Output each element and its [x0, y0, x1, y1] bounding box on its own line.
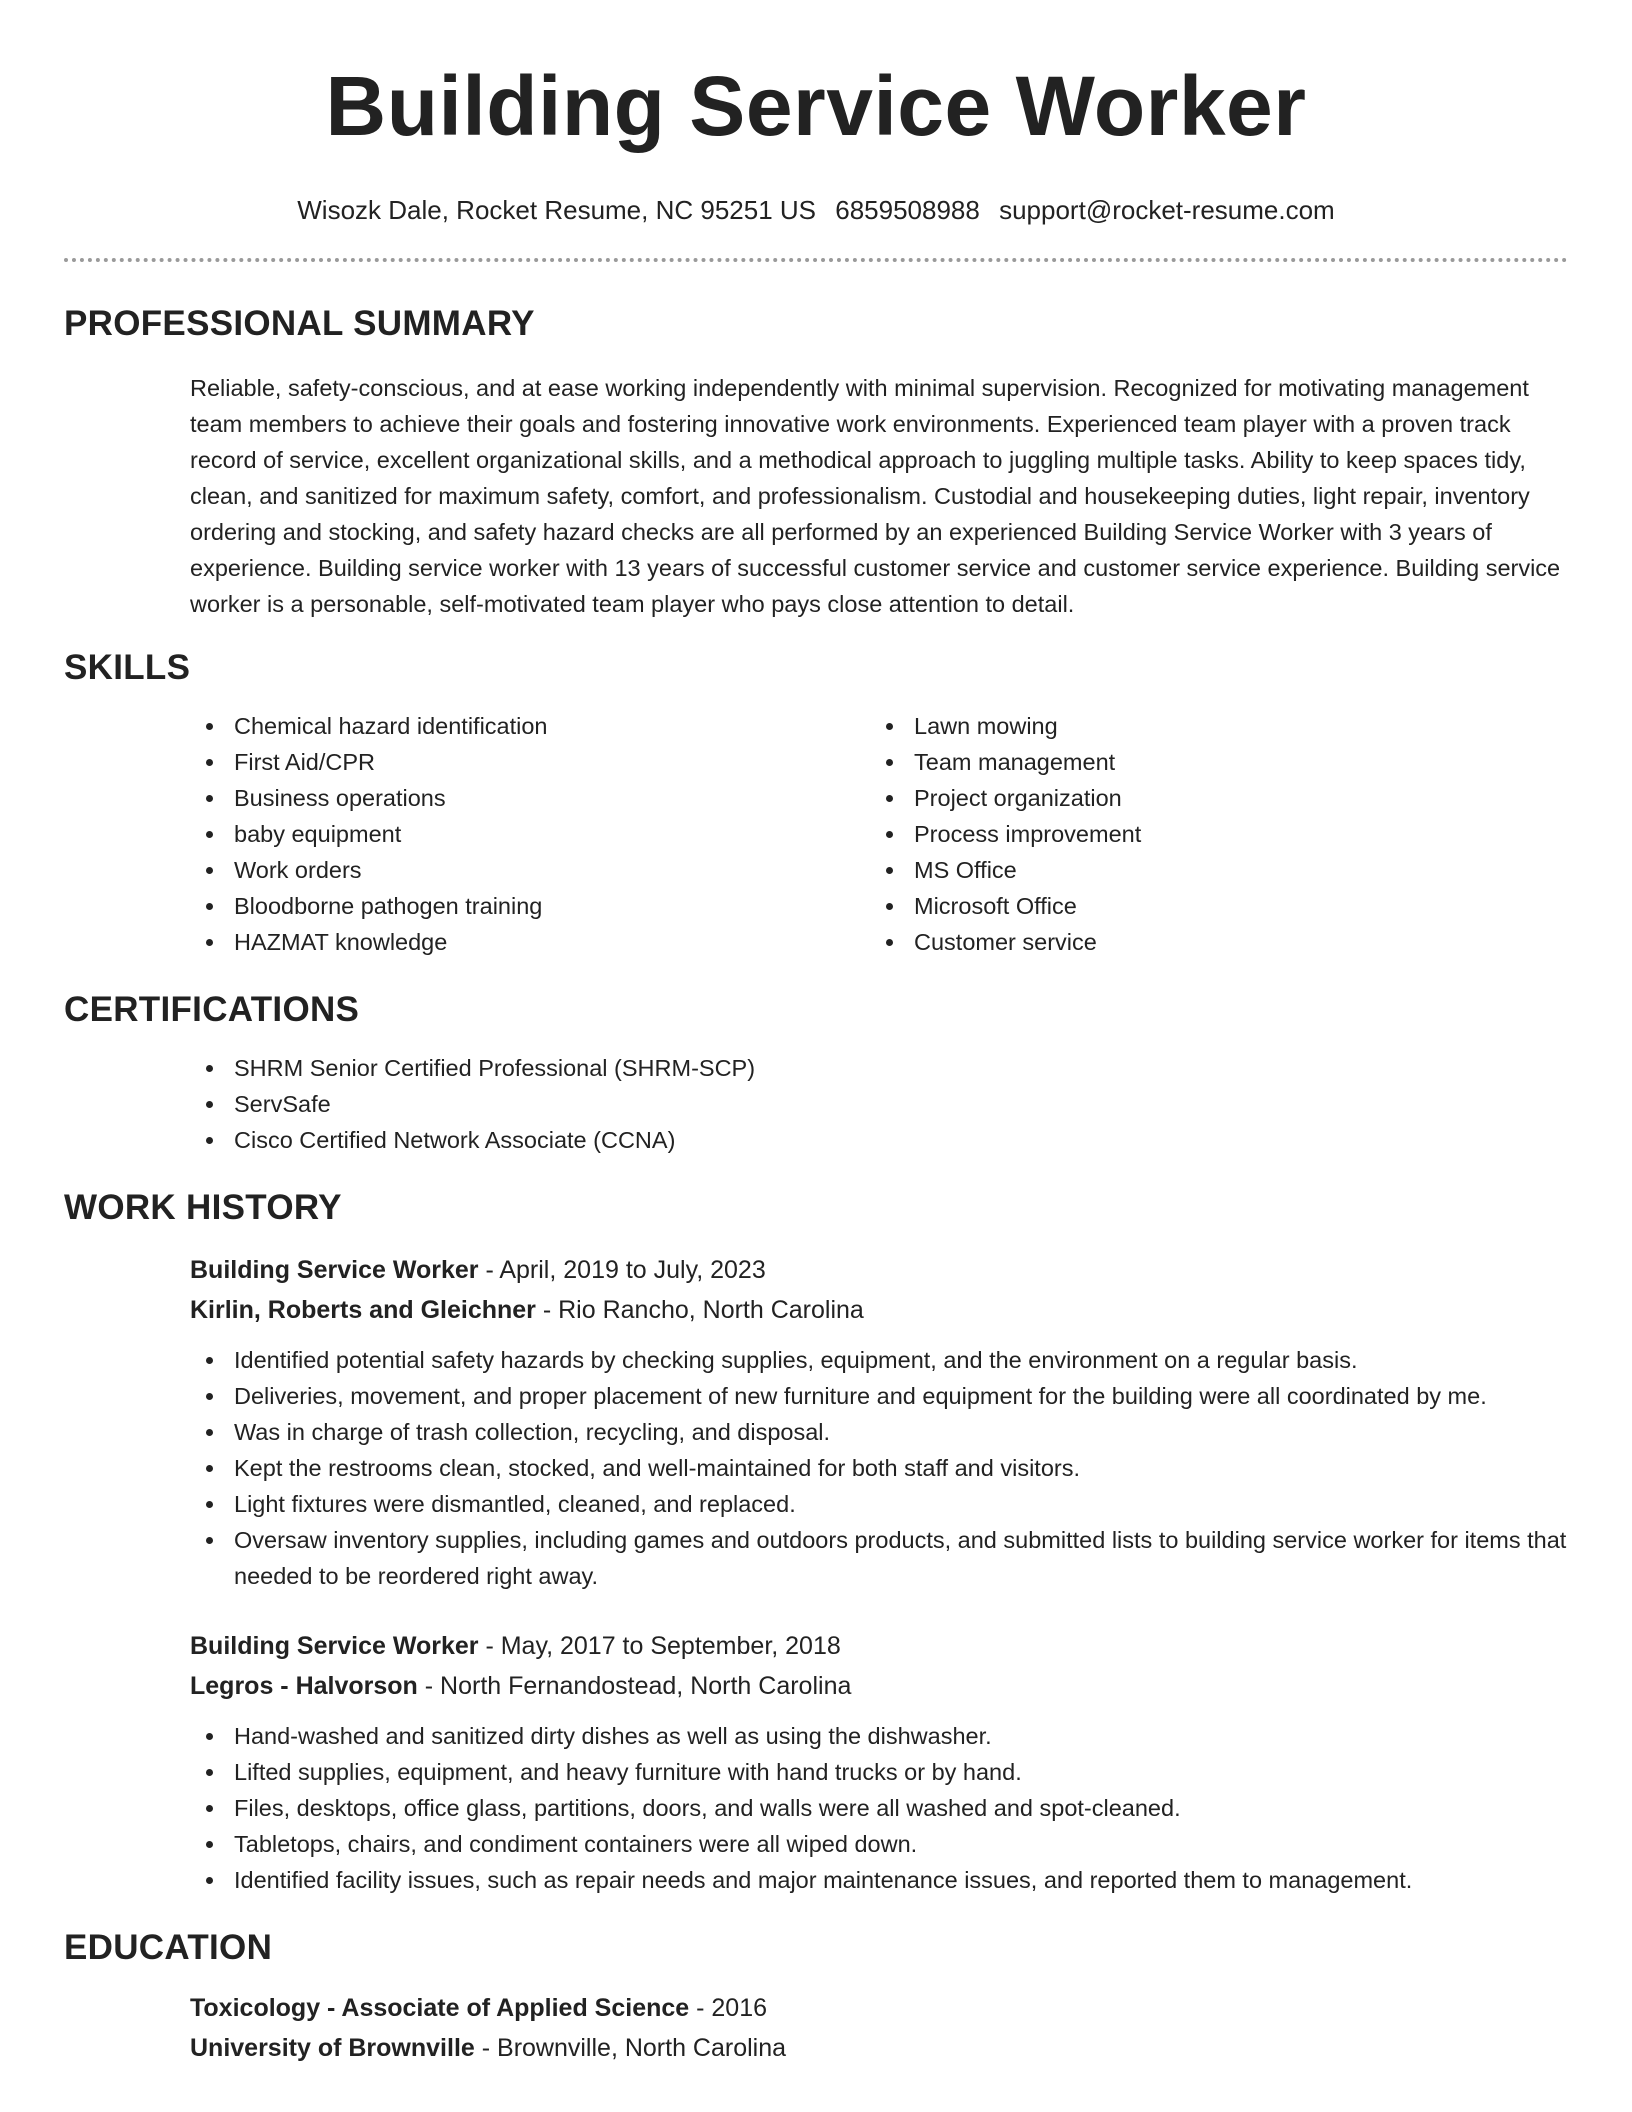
skill-item: HAZMAT knowledge — [190, 924, 870, 960]
header-divider — [64, 258, 1568, 262]
certifications-list — [190, 1050, 1568, 1158]
resume-title: Building Service Worker — [325, 59, 1307, 153]
summary-text: Reliable, safety-conscious, and at ease working independently with minimal supervision. Recognized for motivating management team members to achieve their goals and fostering innovative work environments. Experienced team player with a proven track record of service, excellent organizational skills, and a methodical approach to juggling multiple tasks. Ability to keep spaces tidy, clean, and sanitized for maximum safety, comfort, and professionalism. Custodial and housekeeping duties, light repair, inventory ordering and stocking, and safety hazard checks are all performed by an experienced Building Service Worker with 3 years of experience. Building service worker with 13 years of successful customer service and customer service experience. Building service worker is a personable, self-motivated team player who pays close attention to detail. — [190, 375, 1561, 617]
certification-item: Cisco Certified Network Associate (CCNA) — [190, 1122, 1568, 1158]
job-dates: - April, 2019 to July, 2023 — [478, 1256, 766, 1284]
education-school-line — [190, 2028, 1568, 2068]
skill-item: Microsoft Office — [870, 888, 1550, 924]
certifications-heading: CERTIFICATIONS — [64, 990, 360, 1029]
education-school: University of Brownville — [190, 2034, 475, 2062]
skill-item: Process improvement — [870, 816, 1550, 852]
skill-item: Work orders — [190, 852, 870, 888]
skill-item: baby equipment — [190, 816, 870, 852]
skill-item: Project organization — [870, 780, 1550, 816]
contact-line — [64, 194, 1568, 226]
education-degree: Toxicology - Associate of Applied Science — [190, 1994, 690, 2022]
job-duty: Oversaw inventory supplies, including games and outdoors products, and submitted lists to building service worker for items that needed to be reordered right away. — [190, 1522, 1568, 1594]
job-title-line — [190, 1626, 1568, 1666]
job-duty: Kept the restrooms clean, stocked, and well-maintained for both staff and visitors. — [190, 1450, 1568, 1486]
contact-email: support@rocket-resume.com — [999, 195, 1335, 225]
skill-item: Bloodborne pathogen training — [190, 888, 870, 924]
job-duty: Was in charge of trash collection, recycling, and disposal. — [190, 1414, 1568, 1450]
skill-item: First Aid/CPR — [190, 744, 870, 780]
skills-grid — [190, 708, 1568, 960]
skills-left-list — [190, 708, 870, 960]
skills-right-list — [870, 708, 1550, 960]
skill-item: MS Office — [870, 852, 1550, 888]
job-entry — [190, 1250, 1568, 1594]
skills-heading: SKILLS — [64, 648, 191, 687]
job-company: Legros - Halvorson — [190, 1672, 418, 1700]
job-title: Building Service Worker — [190, 1632, 479, 1660]
education-degree-line — [190, 1988, 1568, 2028]
job-location: - Rio Rancho, North Carolina — [535, 1296, 864, 1324]
skill-item: Team management — [870, 744, 1550, 780]
education-entry — [190, 1988, 1568, 2068]
certification-item: ServSafe — [190, 1086, 1568, 1122]
job-duty: Deliveries, movement, and proper placement of new furniture and equipment for the building were all coordinated by me. — [190, 1378, 1568, 1414]
skill-item: Chemical hazard identification — [190, 708, 870, 744]
skill-item: Business operations — [190, 780, 870, 816]
job-duties-list — [190, 1342, 1568, 1594]
skill-item: Customer service — [870, 924, 1550, 960]
job-duty: Light fixtures were dismantled, cleaned, and replaced. — [190, 1486, 1568, 1522]
work-history-heading: WORK HISTORY — [64, 1188, 342, 1227]
job-entry — [190, 1626, 1568, 1898]
job-duty: Identified facility issues, such as repair needs and major maintenance issues, and reported them to management. — [190, 1862, 1568, 1898]
contact-phone: 6859508988 — [835, 195, 980, 225]
job-company-line — [190, 1290, 1568, 1330]
job-title: Building Service Worker — [190, 1256, 479, 1284]
summary-heading: PROFESSIONAL SUMMARY — [64, 304, 535, 343]
certification-item: SHRM Senior Certified Professional (SHRM-SCP) — [190, 1050, 1568, 1086]
job-duty: Identified potential safety hazards by checking supplies, equipment, and the environment on a regular basis. — [190, 1342, 1568, 1378]
education-year: - 2016 — [689, 1994, 768, 2022]
job-company-line — [190, 1666, 1568, 1706]
job-duty: Tabletops, chairs, and condiment containers were all wiped down. — [190, 1826, 1568, 1862]
job-title-line — [190, 1250, 1568, 1290]
job-company: Kirlin, Roberts and Gleichner — [190, 1296, 536, 1324]
job-duty: Files, desktops, office glass, partitions, doors, and walls were all washed and spot-cleaned. — [190, 1790, 1568, 1826]
job-dates: - May, 2017 to September, 2018 — [478, 1632, 841, 1660]
contact-address: Wisozk Dale, Rocket Resume, NC 95251 US — [297, 195, 817, 225]
job-duties-list — [190, 1718, 1568, 1898]
job-duty: Lifted supplies, equipment, and heavy furniture with hand trucks or by hand. — [190, 1754, 1568, 1790]
skill-item: Lawn mowing — [870, 708, 1550, 744]
education-location: - Brownville, North Carolina — [474, 2034, 787, 2062]
education-heading: EDUCATION — [64, 1928, 273, 1967]
job-duty: Hand-washed and sanitized dirty dishes as well as using the dishwasher. — [190, 1718, 1568, 1754]
job-location: - North Fernandostead, North Carolina — [417, 1672, 852, 1700]
